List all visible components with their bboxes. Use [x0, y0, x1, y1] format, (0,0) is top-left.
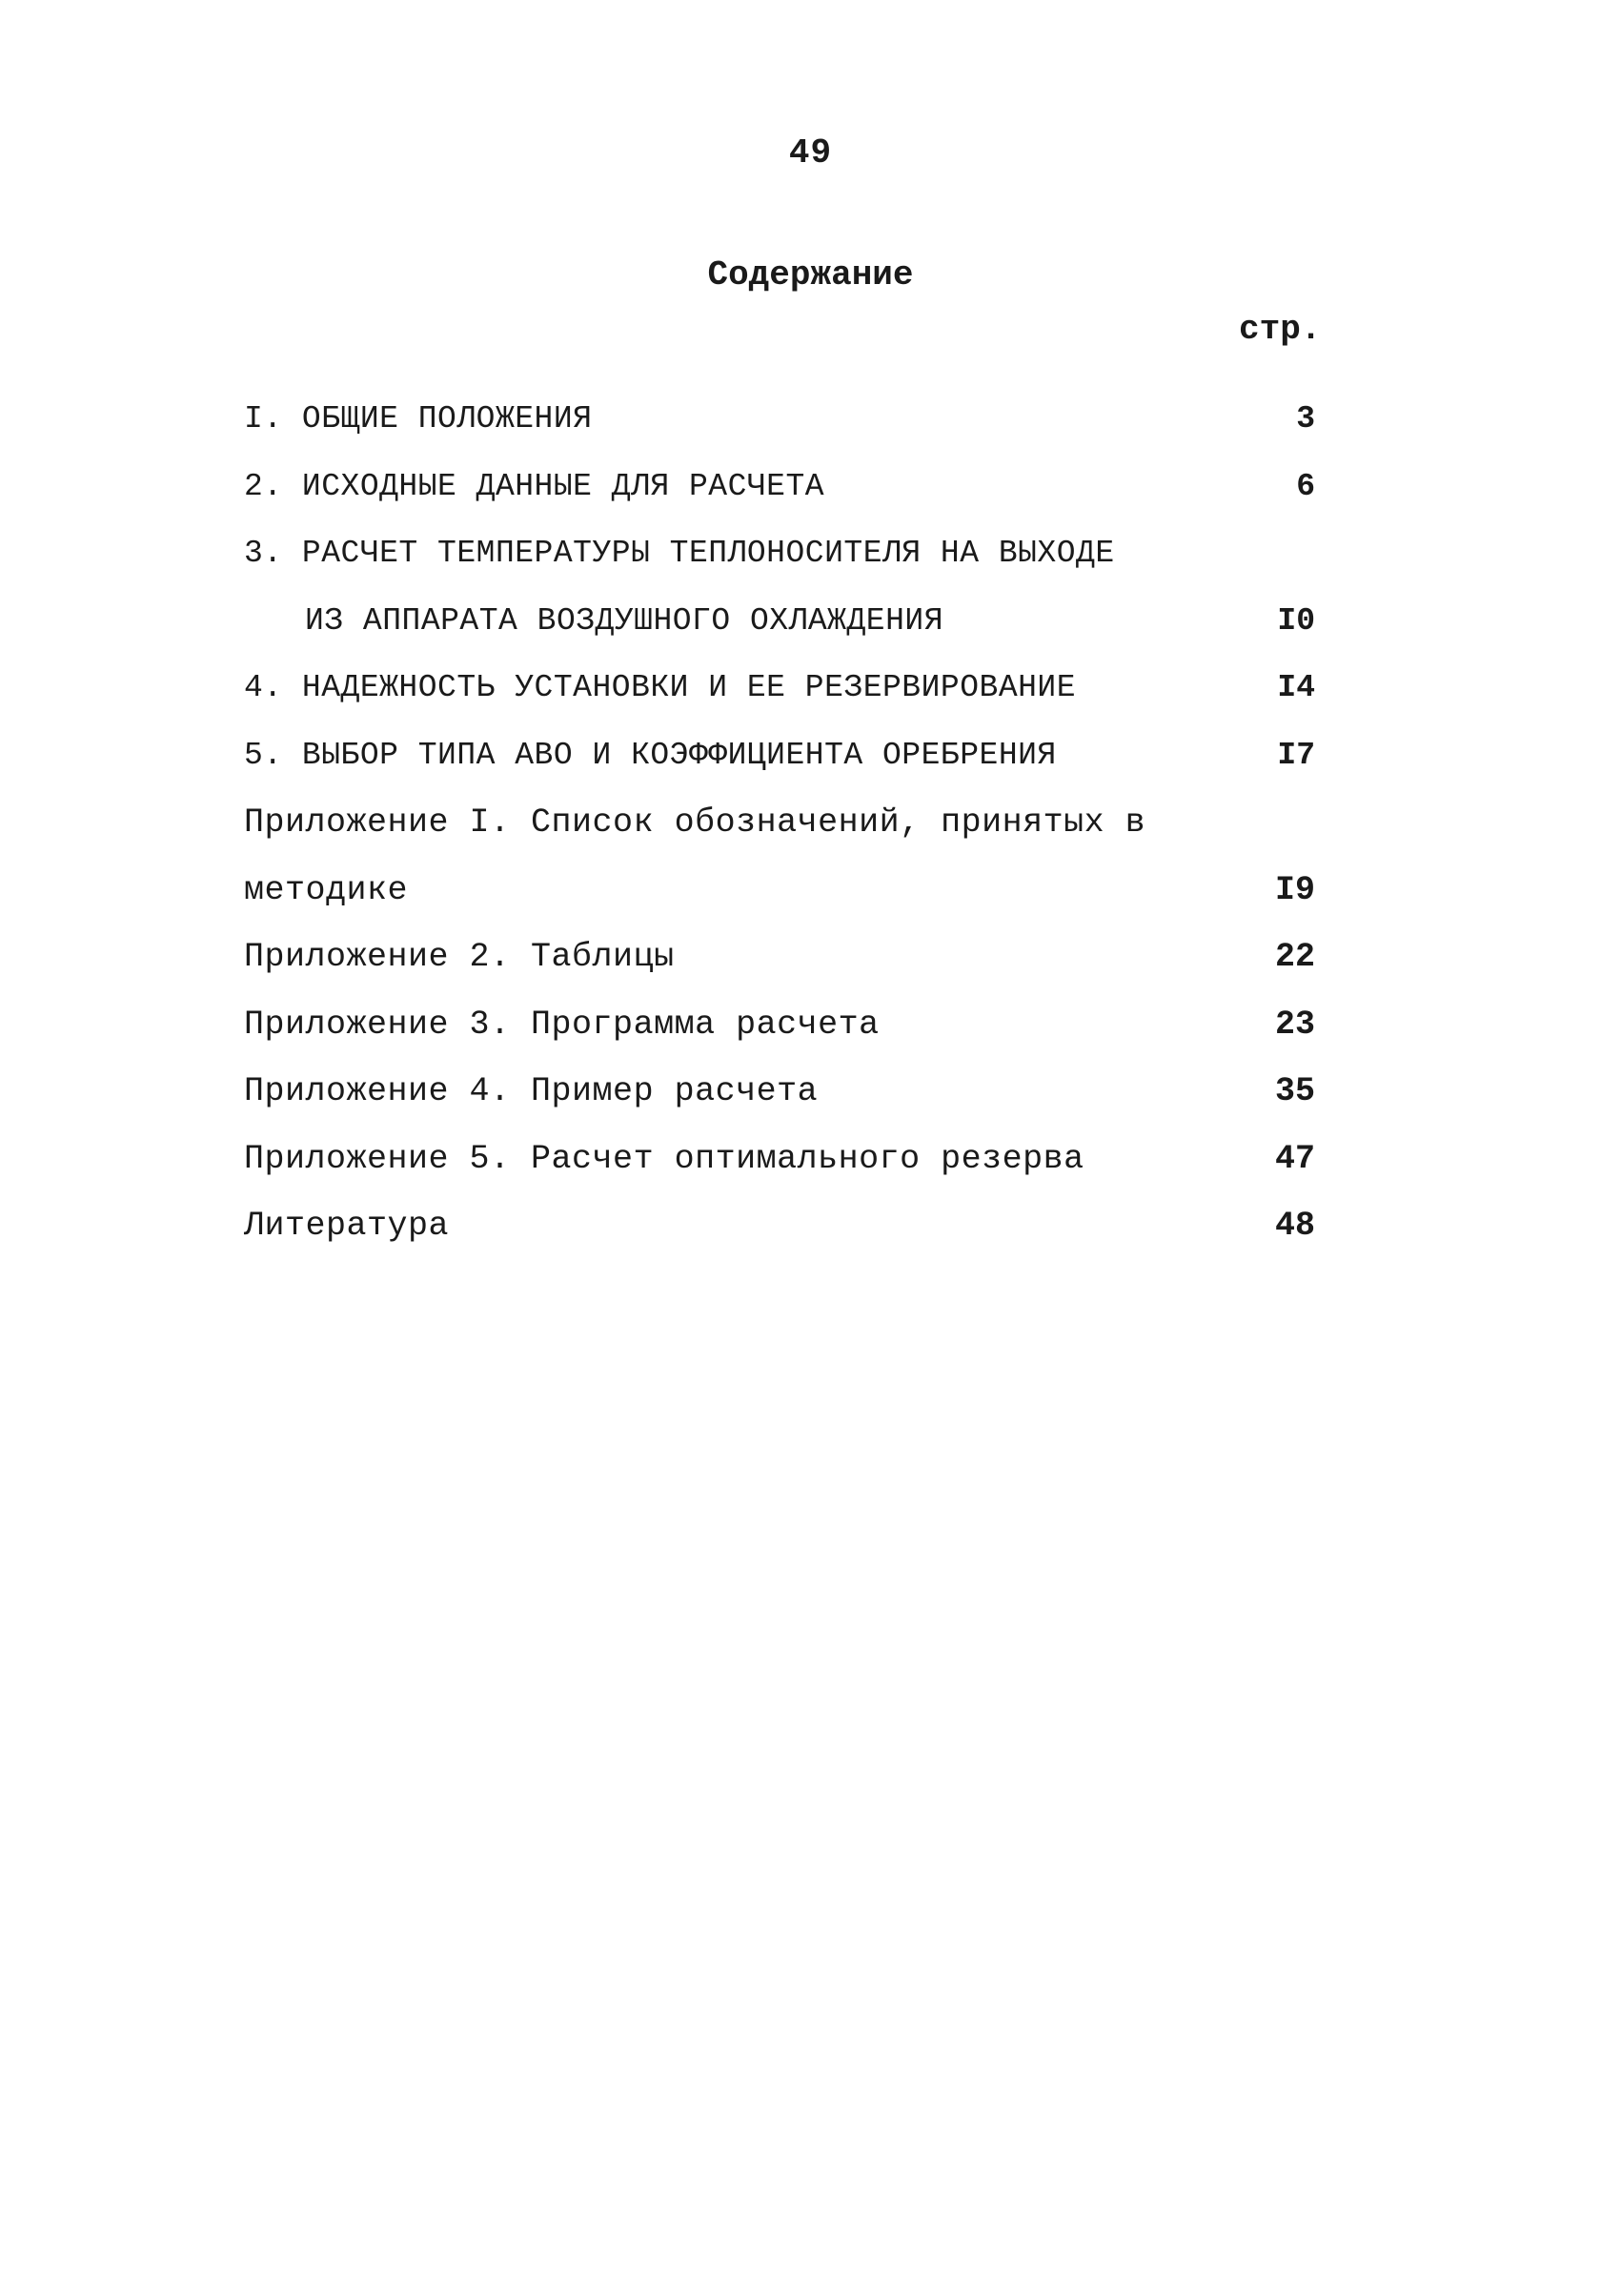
toc-entry-5: [244, 722, 1330, 790]
toc-appendix-1-continuation: [244, 857, 1330, 924]
pages-column-header: стр.: [1239, 310, 1322, 349]
toc-entry-2: [244, 454, 1330, 521]
toc-entry-page: 47: [1274, 1139, 1315, 1178]
toc-appendix-4: [244, 1058, 1330, 1126]
toc-entry-page: 22: [1274, 938, 1315, 976]
toc-entry-title: Литература: [244, 1207, 450, 1245]
toc-entry-title: ИЗ АППАРАТА ВОЗДУШНОГО ОХЛАЖДЕНИЯ: [305, 602, 944, 639]
toc-entry-page: I9: [1274, 870, 1315, 909]
toc-entry-page: 48: [1274, 1207, 1315, 1245]
toc-entry-3: [244, 520, 1330, 588]
toc-entry-title: методике: [244, 870, 409, 909]
toc-entry-title: Приложение 5. Расчет оптимального резерва: [244, 1139, 1084, 1178]
toc-title: Содержание: [707, 255, 914, 295]
toc-entry-page: 6: [1296, 468, 1315, 504]
toc-references: [244, 1192, 1330, 1260]
toc-appendix-1: [244, 789, 1330, 857]
toc-entry-title: Приложение I. Список обозначений, принятых в: [244, 803, 1146, 842]
page-number: 49: [788, 133, 833, 173]
toc-entry-title: 5. ВЫБОР ТИПА АВО И КОЭФФИЦИЕНТА ОРЕБРЕНИЯ: [244, 737, 1057, 773]
toc-entry-title: I. ОБЩИЕ ПОЛОЖЕНИЯ: [244, 401, 593, 437]
toc-entry-3-continuation: [244, 588, 1330, 656]
toc-entry-page: 23: [1274, 1005, 1315, 1044]
table-of-contents: [244, 386, 1330, 1260]
toc-entry-4: [244, 655, 1330, 722]
toc-entry-title: 3. РАСЧЕТ ТЕМПЕРАТУРЫ ТЕПЛОНОСИТЕЛЯ НА ВЫХОДЕ: [244, 536, 1115, 571]
toc-entry-page: 35: [1274, 1072, 1315, 1110]
toc-entry-page: I0: [1277, 602, 1315, 639]
toc-entry-title: Приложение 4. Пример расчета: [244, 1072, 819, 1110]
toc-entry-page: I7: [1277, 737, 1315, 773]
toc-entry-title: 2. ИСХОДНЫЕ ДАННЫЕ ДЛЯ РАСЧЕТА: [244, 468, 825, 504]
toc-entry-1: [244, 386, 1330, 454]
toc-entry-title: Приложение 3. Программа расчета: [244, 1005, 880, 1044]
toc-entry-page: 3: [1296, 401, 1315, 437]
toc-appendix-5: [244, 1126, 1330, 1193]
toc-appendix-2: [244, 924, 1330, 991]
toc-entry-title: 4. НАДЕЖНОСТЬ УСТАНОВКИ И ЕЕ РЕЗЕРВИРОВАНИЕ: [244, 670, 1077, 705]
toc-appendix-3: [244, 991, 1330, 1059]
toc-entry-title: Приложение 2. Таблицы: [244, 938, 675, 976]
toc-entry-page: I4: [1277, 670, 1315, 705]
